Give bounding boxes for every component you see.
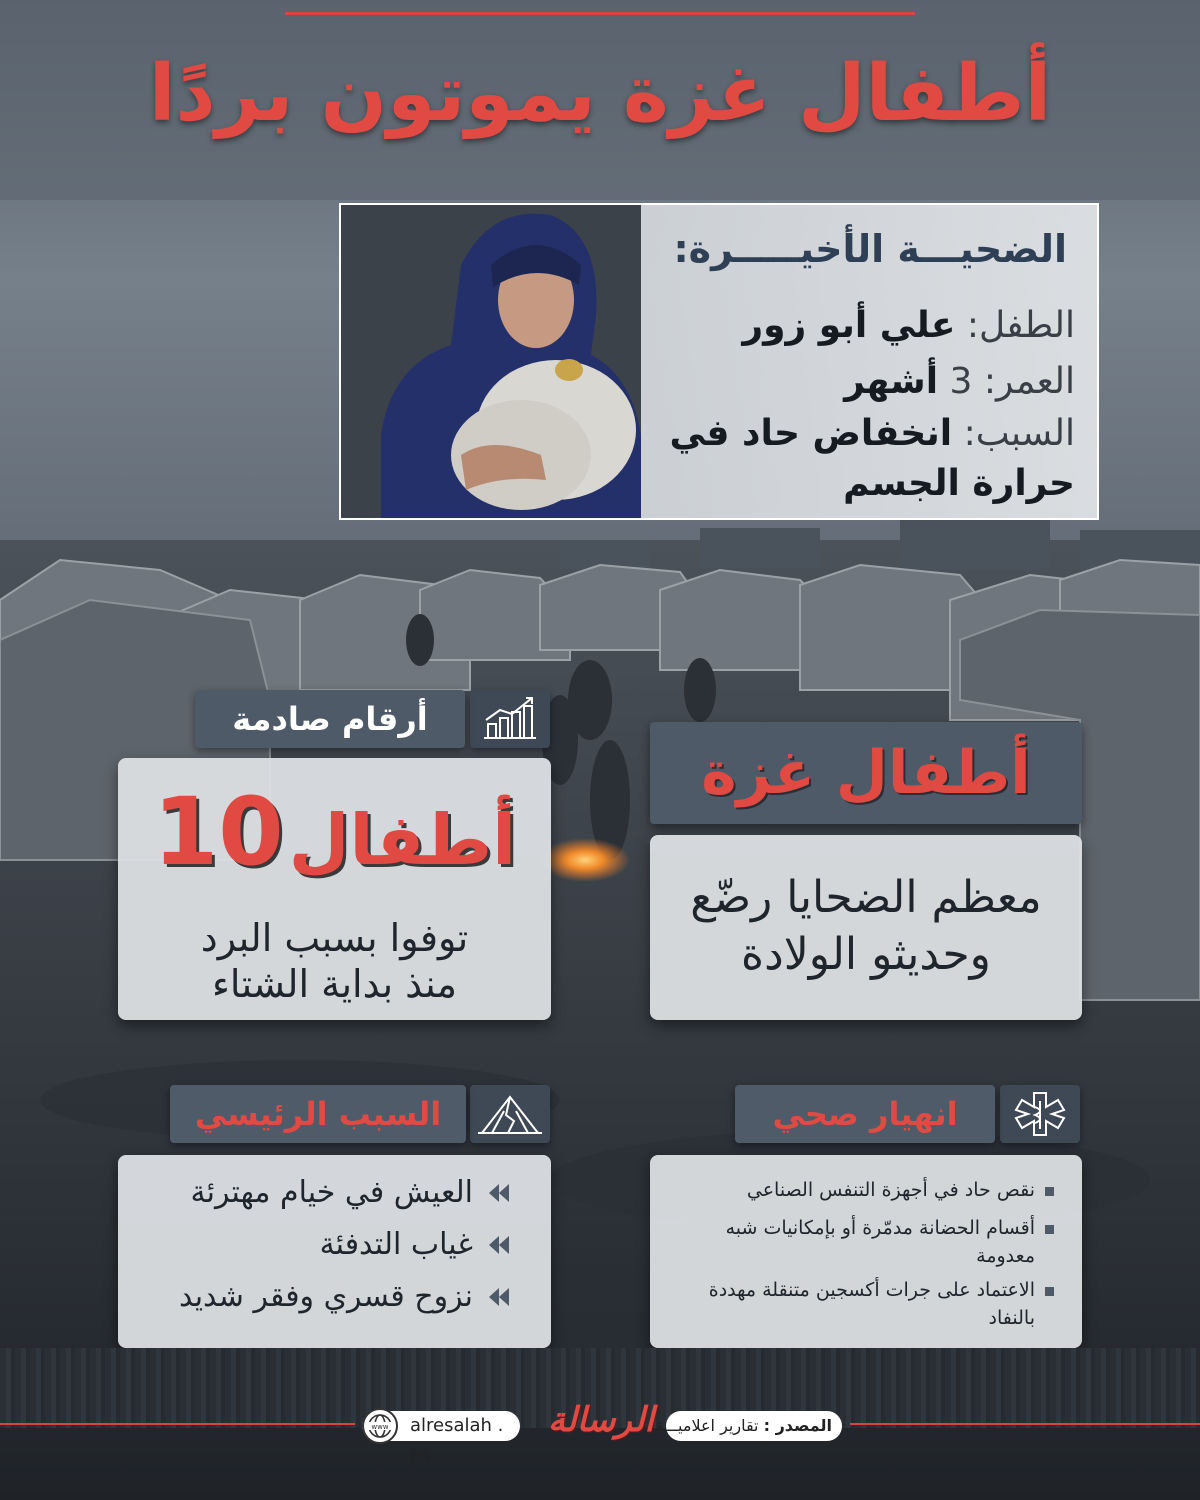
health-collapse-card [650,1155,1082,1348]
tent-icon-box [470,1085,550,1143]
children-count: 10 [152,778,284,887]
shocking-numbers-tag: أرقام صادمة [195,690,465,748]
cause-item [179,1279,511,1314]
source-credit [655,1411,842,1441]
bullet-icon [1045,1287,1054,1296]
health-collapse-tag: انهيار صحي [735,1085,995,1143]
footer-divider-left [0,1423,355,1425]
medical-icon-box [1000,1085,1080,1143]
chart-icon-box [470,690,550,748]
source-value: تقارير اعلاميـــة [655,1416,759,1435]
victims-description-line2: وحديثو الولادة [741,929,991,981]
gaza-children-card [650,835,1082,1020]
age-unit: أشهر [844,361,939,402]
broken-tent-icon [470,1085,550,1143]
source-label: المصدر : [763,1416,832,1435]
medical-star-icon [1000,1085,1080,1143]
stats-description-line2: منذ بداية الشتاء [212,961,457,1006]
bullet-icon [1045,1187,1054,1196]
cause-item-text: نزوح قسري وفقر شديد [178,1279,473,1314]
child-age-line [844,361,1075,402]
latest-victim-panel [339,203,1099,520]
father-holding-baby-photo [341,205,641,518]
health-item [674,1215,1054,1270]
victims-description [650,869,1082,983]
health-item-text: الاعتماد على جرات أكسجين متنقلة مهددة بالنفاد [708,1279,1035,1329]
age-number: 3 [949,361,973,402]
website-link[interactable]: alresalah . ps [362,1411,520,1441]
age-label: العمر: [983,361,1075,402]
cause-label: السبب: [963,413,1075,454]
double-arrow-icon [485,1182,511,1204]
cause-line-2 [843,463,1075,504]
cause-value-line1: انخفاض حاد في [669,413,953,454]
main-cause-tag: السبب الرئيسي [170,1085,466,1143]
health-item-text: نقص حاد في أجهزة التنفس الصناعي [746,1179,1035,1201]
main-cause-card [118,1155,551,1348]
latest-victim-heading: الضحيـــة الأخيـــــرة: [673,227,1067,271]
health-item [674,1277,1054,1332]
stats-headline [118,778,551,887]
top-divider [285,12,915,15]
stats-description-line1: توفوا بسبب البرد [200,916,469,960]
child-name-line [742,305,1075,346]
double-arrow-icon [485,1286,511,1308]
gaza-children-banner: أطفال غزة [650,722,1082,824]
cause-item [191,1175,511,1210]
victims-description-line1: معظم الضحايا رضّع [690,872,1042,923]
cause-line [669,413,1075,454]
bullet-icon [1045,1225,1054,1234]
double-arrow-icon [485,1234,511,1256]
children-count-unit: أطفال [288,799,517,881]
bar-chart-icon [470,690,550,748]
cause-value-line2: حرارة الجسم [843,463,1075,504]
cause-item-text: غياب التدفئة [319,1227,473,1262]
globe-icon [362,1408,398,1444]
stats-description [118,916,551,1007]
child-name: علي أبو زور [742,305,956,346]
footer-divider-right [850,1423,1200,1425]
page-title: أطفال غزة يموتون بردًا [148,49,1052,139]
cause-item-text: العيش في خيام مهترئة [190,1175,473,1210]
health-item-text: أقسام الحضانة مدمّرة أو بإمكانيات شبه معدومة [725,1217,1035,1267]
health-item [674,1177,1054,1205]
cause-item [320,1227,511,1262]
stats-card [118,758,551,1020]
svg-text:www: www [371,1423,389,1431]
alresalah-logo: الرسالة [548,1400,655,1440]
child-label: الطفل: [966,305,1075,346]
